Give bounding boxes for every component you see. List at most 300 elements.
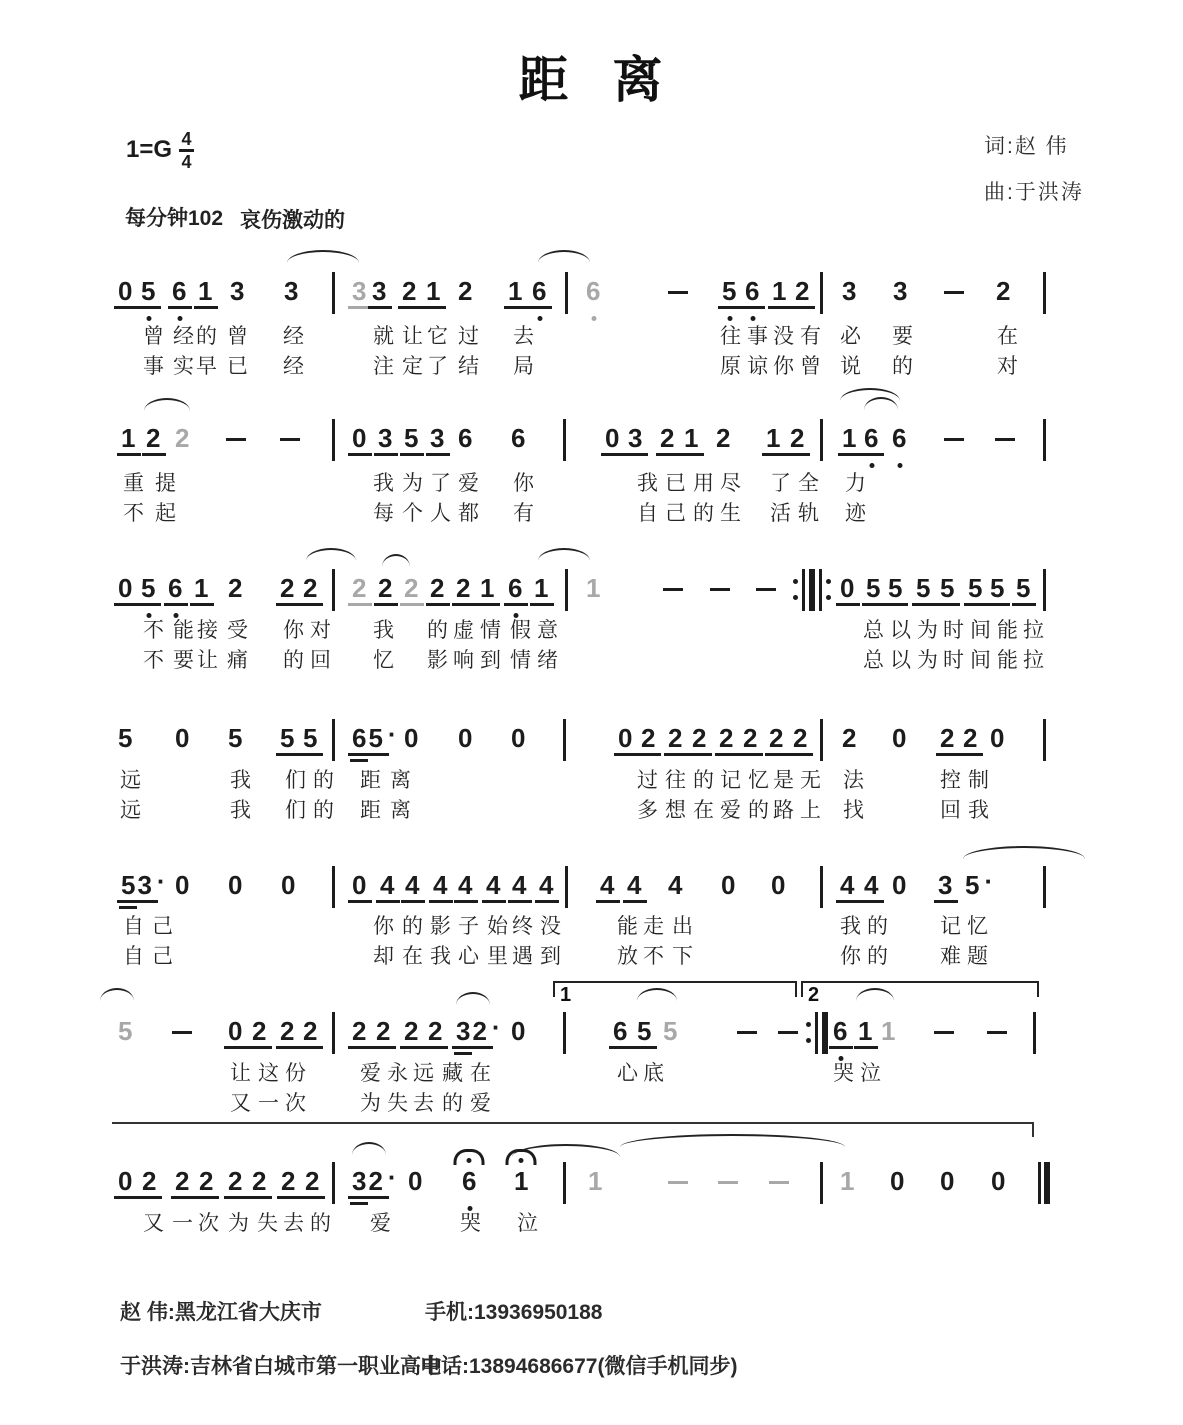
- lyric-syllable: 爱: [458, 472, 479, 495]
- note: 5: [404, 425, 420, 456]
- lyric-syllable: 心: [458, 945, 479, 968]
- note: 5: [1016, 575, 1032, 606]
- lyric-syllable: 过: [458, 325, 479, 348]
- lyric-syllable: 制: [968, 769, 989, 792]
- note: 0: [458, 723, 475, 753]
- note: 2: [668, 725, 684, 756]
- barline: [820, 272, 823, 314]
- note: 0: [840, 575, 856, 606]
- lyric-syllable: 远: [120, 799, 141, 822]
- barline: [332, 719, 335, 761]
- lyric-syllable: 自: [123, 915, 144, 938]
- note: 2: [228, 573, 245, 603]
- note: 2: [252, 1168, 268, 1199]
- duration-dash: [737, 1031, 757, 1034]
- lyric-syllable: 的: [693, 502, 714, 525]
- lyric-syllable: 我: [968, 799, 989, 822]
- lyric-syllable: 定: [402, 355, 423, 378]
- note: 4: [539, 872, 555, 903]
- barline: [563, 419, 566, 461]
- lyric-syllable: 为: [360, 1092, 381, 1115]
- lyric-syllable: 回: [310, 649, 331, 672]
- lyric-syllable: 接: [197, 619, 218, 642]
- lyric-syllable: 走: [643, 915, 664, 938]
- duration-dash: [718, 1181, 738, 1184]
- note: 2: [199, 1168, 215, 1199]
- tie-arc: [144, 398, 190, 411]
- note: 2: [280, 575, 296, 606]
- lyric-syllable: 我: [840, 915, 861, 938]
- note: 1: [534, 575, 550, 606]
- note: 1: [766, 425, 782, 456]
- note: 1: [858, 1018, 874, 1049]
- lyric-syllable: 在: [997, 325, 1018, 348]
- note: 2: [305, 1168, 321, 1199]
- lyric-syllable: 一: [258, 1092, 279, 1115]
- lyric-syllable: 为: [917, 649, 938, 672]
- lyric-syllable: 的: [313, 769, 334, 792]
- lyric-syllable: 又: [143, 1212, 164, 1235]
- duration-dash: [944, 438, 964, 441]
- note: 2: [428, 1018, 444, 1049]
- lyric-syllable: 让: [197, 649, 218, 672]
- lyric-syllable: 哭: [833, 1062, 854, 1085]
- lyric-syllable: 活: [770, 502, 791, 525]
- lyric-syllable: 能: [997, 619, 1018, 642]
- lyric-syllable: 注: [373, 355, 394, 378]
- lyric-syllable: 全: [798, 472, 819, 495]
- lyric-syllable: 泣: [517, 1212, 538, 1235]
- barline: [820, 1162, 823, 1204]
- lyric-syllable: 没: [540, 915, 561, 938]
- lyric-syllable: 的: [313, 799, 334, 822]
- lyric-syllable: 我: [230, 769, 251, 792]
- tie-arc: [287, 250, 359, 263]
- lyric-syllable: 的: [867, 945, 888, 968]
- duration-dash: [668, 1181, 688, 1184]
- lyric-syllable: 生: [720, 502, 741, 525]
- note: 1: [514, 1168, 530, 1196]
- note: 4: [627, 872, 643, 903]
- lyric-syllable: 过: [637, 769, 658, 792]
- mood-marking: 哀伤激动的: [240, 209, 345, 232]
- note: 2: [142, 1168, 158, 1199]
- note: 6: [462, 1168, 478, 1196]
- note: 2: [281, 1168, 297, 1199]
- augmentation-dot: ·: [387, 1162, 399, 1192]
- note: 2: [456, 575, 472, 606]
- key-signature: [126, 130, 194, 171]
- lyric-syllable: 在: [693, 799, 714, 822]
- note: 2: [175, 423, 192, 453]
- lyric-syllable: 意: [537, 619, 558, 642]
- lyric-syllable: 对: [310, 619, 331, 642]
- lyric-syllable: 经: [283, 355, 304, 378]
- note: 3: [842, 276, 859, 306]
- fermata-dot: [519, 1158, 524, 1163]
- lyric-syllable: 里: [487, 945, 508, 968]
- lyric-syllable: 离: [390, 769, 411, 792]
- lyric-syllable: 结: [458, 355, 479, 378]
- note: 1: [194, 575, 210, 606]
- augmentation-dot: ·: [156, 866, 168, 896]
- note: 5: [637, 1018, 653, 1049]
- lyric-syllable: 原: [720, 355, 741, 378]
- note: 2: [303, 1018, 319, 1049]
- lyric-syllable: 多: [637, 799, 658, 822]
- note: 5: [940, 575, 956, 606]
- note: 0: [175, 870, 192, 900]
- lyric-syllable: 已: [227, 355, 248, 378]
- duration-dash: [663, 588, 683, 591]
- lyric-syllable: 重: [123, 472, 144, 495]
- lyric-syllable: 用: [693, 472, 714, 495]
- lyric-syllable: 的: [693, 769, 714, 792]
- lyric-syllable: 己: [152, 915, 173, 938]
- lyric-syllable: 们: [285, 769, 306, 792]
- lyric-syllable: 总: [863, 649, 884, 672]
- lyric-syllable: 路: [773, 799, 794, 822]
- lyric-syllable: 终: [512, 915, 533, 938]
- lyric-syllable: 心: [617, 1062, 638, 1085]
- lyric-syllable: 响: [453, 649, 474, 672]
- note: 2: [795, 278, 811, 309]
- lyric-syllable: 我: [373, 472, 394, 495]
- lyric-syllable: 放: [617, 945, 638, 968]
- note: 4: [512, 872, 528, 903]
- lyric-syllable: 以: [890, 649, 911, 672]
- note: 6: [613, 1018, 629, 1049]
- tempo-marking: 每分钟102: [125, 207, 224, 230]
- lyricist-contact: 赵 伟:黑龙江省大庆市: [120, 1301, 322, 1324]
- composer-contact: 于洪涛:吉林省白城市第一职业高中: [120, 1355, 442, 1378]
- lyric-syllable: 爱: [470, 1092, 491, 1115]
- lyric-syllable: 找: [843, 799, 864, 822]
- note: 1: [198, 278, 214, 309]
- time-signature-bottom: 4: [181, 151, 192, 172]
- note: 6: [168, 575, 184, 606]
- note: 0: [408, 1166, 425, 1196]
- barline: [1043, 866, 1046, 908]
- lyric-syllable: 不: [143, 619, 164, 642]
- lyric-syllable: 不: [143, 649, 164, 672]
- lyric-syllable: 的: [402, 915, 423, 938]
- duration-dash: [769, 1181, 789, 1184]
- note: 5: [141, 575, 157, 606]
- lyric-syllable: 藏: [442, 1062, 463, 1085]
- lyric-syllable: 却: [373, 945, 394, 968]
- note: 4: [600, 872, 616, 903]
- lyric-syllable: 爱: [360, 1062, 381, 1085]
- lyric-syllable: 的: [427, 619, 448, 642]
- lyric-syllable: 时: [943, 649, 964, 672]
- lyric-syllable: 没: [773, 325, 794, 348]
- lyric-syllable: 时: [943, 619, 964, 642]
- note: 1: [508, 278, 524, 309]
- lyric-syllable: 不: [123, 502, 144, 525]
- note: 3: [352, 278, 368, 309]
- lyric-syllable: 记: [720, 769, 741, 792]
- lyric-syllable: 上: [800, 799, 821, 822]
- tie-arc: [382, 554, 410, 567]
- lyric-syllable: 到: [480, 649, 501, 672]
- lyric-syllable: 总: [863, 619, 884, 642]
- note: 2: [376, 1018, 392, 1049]
- note: 3: [284, 276, 301, 306]
- note: 4: [405, 872, 421, 903]
- note: 0: [618, 725, 634, 756]
- lyric-syllable: 你: [283, 619, 304, 642]
- lyric-syllable: 离: [390, 799, 411, 822]
- lyric-syllable: 经: [173, 325, 194, 348]
- note: 3: [430, 425, 446, 456]
- note: 1: [772, 278, 788, 309]
- lyric-syllable: 到: [540, 945, 561, 968]
- lyric-syllable: 们: [285, 799, 306, 822]
- tie-arc: [963, 846, 1085, 859]
- lyric-syllable: 事: [747, 325, 768, 348]
- barline: [1033, 1012, 1036, 1054]
- lyric-syllable: 个: [402, 502, 423, 525]
- note: 2: [378, 575, 394, 606]
- augmentation-dot: ·: [491, 1012, 503, 1042]
- duration-dash: [778, 1031, 798, 1034]
- lyric-syllable: 距: [360, 769, 381, 792]
- note: 0: [175, 723, 192, 753]
- lyric-syllable: 间: [970, 649, 991, 672]
- lyric-syllable: 我: [230, 799, 251, 822]
- lyric-syllable: 距: [360, 799, 381, 822]
- barline: [1043, 719, 1046, 761]
- lyric-syllable: 无: [800, 769, 821, 792]
- lyric-syllable: 忆: [748, 769, 769, 792]
- lyric-syllable: 次: [198, 1212, 219, 1235]
- lyric-syllable: 起: [155, 502, 176, 525]
- note: 2: [790, 425, 806, 456]
- note: 1: [121, 425, 137, 456]
- note: 1: [842, 425, 858, 456]
- note: 2: [146, 425, 162, 456]
- lyric-syllable: 底: [643, 1062, 664, 1085]
- tie-arc: [306, 548, 356, 561]
- note: 6: [508, 575, 524, 606]
- lyric-syllable: 影: [430, 915, 451, 938]
- note: 0: [892, 870, 909, 900]
- lyric-syllable: 事: [143, 355, 164, 378]
- note: 4: [840, 872, 856, 903]
- lyric-syllable: 绪: [537, 649, 558, 672]
- lyric-syllable: 了: [427, 355, 448, 378]
- note: 5: [866, 575, 882, 606]
- lyric-syllable: 实: [173, 355, 194, 378]
- lyric-syllable: 为: [228, 1212, 249, 1235]
- duration-dash: [226, 438, 246, 441]
- lyric-syllable: 的: [310, 1212, 331, 1235]
- lyric-syllable: 份: [285, 1062, 306, 1085]
- note: 5: [990, 575, 1006, 606]
- volta-bracket: [801, 981, 1039, 1006]
- note: 2: [458, 276, 475, 306]
- note: 0: [118, 575, 134, 606]
- lyric-syllable: 就: [373, 325, 394, 348]
- note: 3: [893, 276, 910, 306]
- lyric-syllable: 自: [123, 945, 144, 968]
- lyric-syllable: 题: [967, 945, 988, 968]
- note: 53 ·: [121, 872, 168, 903]
- note: 5: [118, 1016, 135, 1046]
- lyric-syllable: 让: [230, 1062, 251, 1085]
- lyric-syllable: 往: [720, 325, 741, 348]
- lyric-syllable: 让: [402, 325, 423, 348]
- barline: [332, 1162, 335, 1204]
- note: 6: [833, 1018, 849, 1049]
- lyric-syllable: 对: [997, 355, 1018, 378]
- lyric-syllable: 痛: [227, 649, 248, 672]
- barline: [332, 1012, 335, 1054]
- fermata-dot: [467, 1158, 472, 1163]
- note: 0: [352, 425, 368, 456]
- note: 2: [280, 1018, 296, 1049]
- tie-arc: [538, 250, 590, 263]
- lyric-syllable: 了: [430, 472, 451, 495]
- note: 2: [430, 575, 446, 606]
- barline: [332, 569, 335, 611]
- lyric-syllable: 谅: [747, 355, 768, 378]
- lyric-syllable: 远: [120, 769, 141, 792]
- lyric-syllable: 曾: [143, 325, 164, 348]
- lyric-syllable: 始: [487, 915, 508, 938]
- barline: [565, 569, 568, 611]
- note: 0: [228, 1018, 244, 1049]
- lyric-syllable: 已: [665, 472, 686, 495]
- duration-dash: [987, 1031, 1007, 1034]
- lyric-syllable: 难: [940, 945, 961, 968]
- lyric-syllable: 远: [413, 1062, 434, 1085]
- lyric-syllable: 拉: [1023, 619, 1044, 642]
- note: 0: [990, 723, 1007, 753]
- lyricist-credit: 词:赵 伟: [984, 135, 1069, 158]
- duration-dash: [668, 291, 688, 294]
- lyric-syllable: 虚: [453, 619, 474, 642]
- duration-dash: [944, 291, 964, 294]
- note: 4: [380, 872, 396, 903]
- note: 0: [771, 870, 788, 900]
- note: 5 ·: [965, 866, 996, 900]
- note: 1: [588, 1166, 605, 1196]
- lyric-syllable: 忆: [373, 649, 394, 672]
- repeat-sign-end: [806, 1012, 828, 1054]
- note: 3: [230, 276, 247, 306]
- lyric-syllable: 你: [513, 472, 534, 495]
- note: 2: [404, 575, 420, 606]
- note: 2: [660, 425, 676, 456]
- lyric-syllable: 的: [892, 355, 913, 378]
- note: 2: [963, 725, 979, 756]
- note: 2: [842, 723, 859, 753]
- final-barline: [1038, 1162, 1050, 1204]
- tie-arc: [352, 1142, 386, 1155]
- lyric-syllable: 的: [442, 1092, 463, 1115]
- lyric-syllable: 哭: [460, 1212, 481, 1235]
- lyric-syllable: 永: [387, 1062, 408, 1085]
- repeat-sign-both: [793, 569, 831, 611]
- lyric-syllable: 情: [480, 619, 501, 642]
- note: 0: [890, 1166, 907, 1196]
- lyric-syllable: 提: [155, 472, 176, 495]
- note: 2: [228, 1168, 244, 1199]
- barline: [1043, 272, 1046, 314]
- time-signature: [179, 130, 194, 171]
- note: 6: [864, 425, 880, 456]
- lyric-syllable: 都: [458, 502, 479, 525]
- lyric-syllable: 去: [513, 325, 534, 348]
- note: 2: [352, 1018, 368, 1049]
- lyric-syllable: 爱: [720, 799, 741, 822]
- note: 5: [280, 725, 296, 756]
- lyric-syllable: 往: [665, 769, 686, 792]
- lyric-syllable: 局: [513, 355, 534, 378]
- lyric-syllable: 能: [617, 915, 638, 938]
- note: 1: [684, 425, 700, 456]
- lyric-syllable: 去: [283, 1212, 304, 1235]
- duration-dash: [756, 588, 776, 591]
- barline: [563, 1012, 566, 1054]
- lyric-syllable: 你: [773, 355, 794, 378]
- lyric-syllable: 子: [458, 915, 479, 938]
- barline: [820, 719, 823, 761]
- note: 3: [372, 278, 388, 309]
- composer-phone: 电话:13894686677(微信手机同步): [420, 1355, 738, 1378]
- lyric-syllable: 尽: [720, 472, 741, 495]
- note: 5: [118, 723, 135, 753]
- note: 0: [991, 1166, 1008, 1196]
- volta-number: 2: [808, 984, 820, 1006]
- note: 0: [228, 870, 245, 900]
- lyric-syllable: 次: [285, 1092, 306, 1115]
- note: 0: [118, 1168, 134, 1199]
- lyric-syllable: 间: [970, 619, 991, 642]
- lyric-syllable: 我: [637, 472, 658, 495]
- lyric-syllable: 这: [258, 1062, 279, 1085]
- note: 6: [511, 423, 528, 453]
- lyric-syllable: 迹: [845, 502, 866, 525]
- lyric-syllable: 法: [843, 769, 864, 792]
- duration-dash: [172, 1031, 192, 1034]
- note: 6: [745, 278, 761, 309]
- lyric-syllable: 己: [665, 502, 686, 525]
- note: 0: [511, 723, 528, 753]
- barline: [565, 866, 568, 908]
- note: 5: [722, 278, 738, 309]
- note: 5: [888, 575, 904, 606]
- lyric-syllable: 在: [470, 1062, 491, 1085]
- volta-number: 1: [560, 984, 572, 1006]
- tie-arc: [512, 1144, 620, 1157]
- note: 2: [303, 575, 319, 606]
- note: 5: [228, 723, 245, 753]
- note: 6: [172, 278, 188, 309]
- lyric-syllable: 想: [665, 799, 686, 822]
- lyric-syllable: 的: [748, 799, 769, 822]
- barline: [563, 719, 566, 761]
- note: 6: [586, 276, 603, 306]
- tie-arc: [538, 548, 590, 561]
- lyric-syllable: 泣: [860, 1062, 881, 1085]
- lyric-syllable: 力: [845, 472, 866, 495]
- barline: [332, 272, 335, 314]
- note: 1: [840, 1166, 857, 1196]
- note: 1: [586, 573, 603, 603]
